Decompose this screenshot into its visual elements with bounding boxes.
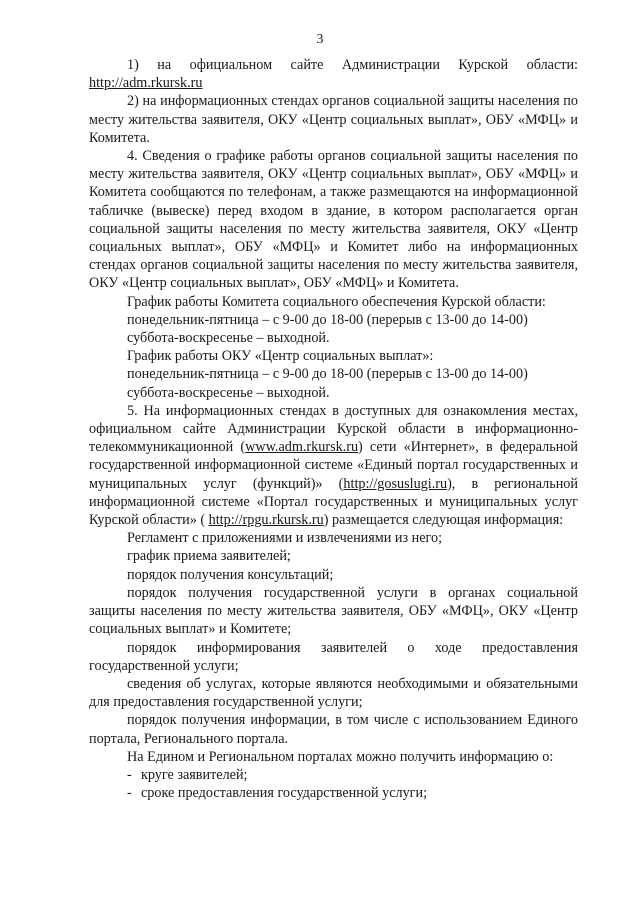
document-body [89, 56, 578, 802]
paragraph [89, 311, 578, 329]
paragraph-text: На Едином и Региональном порталах можно получить информацию о: [127, 748, 554, 765]
paragraph [89, 748, 578, 766]
hyperlink[interactable]: http://gosuslugi.ru [343, 475, 448, 492]
paragraph [89, 347, 578, 365]
paragraph-text: График работы Комитета социального обеспечения Курской области: [127, 293, 546, 310]
paragraph-text: График работы ОКУ «Центр социальных выплат»: [127, 348, 434, 365]
page-number: 3 [316, 32, 324, 47]
paragraph-text: порядок получения информации, в том числе с использованием Единого портала, Регионального портала. [89, 712, 578, 747]
paragraph-text: понедельник-пятница – с 9-00 до 18-00 (перерыв с 13-00 до 14-00) [127, 366, 528, 383]
paragraph-text: Регламент с приложениями и извлечениями из него; [127, 530, 443, 547]
paragraph-text: круге заявителей; [141, 766, 248, 783]
paragraph-text: суббота-воскресенье – выходной. [127, 384, 330, 401]
list-item [89, 784, 578, 802]
paragraph [89, 384, 578, 402]
paragraph-text: порядок получения консультаций; [127, 566, 334, 583]
paragraph [89, 529, 578, 547]
paragraph [89, 329, 578, 347]
paragraph-text: порядок информирования заявителей о ходе предоставления государственной услуги; [89, 639, 578, 674]
paragraph-text: понедельник-пятница – с 9-00 до 18-00 (перерыв с 13-00 до 14-00) [127, 311, 528, 328]
paragraph-text: суббота-воскресенье – выходной. [127, 330, 330, 347]
paragraph-text: 1) на официальном сайте Администрации Курской области: [127, 57, 578, 73]
paragraph-text: график приема заявителей; [127, 548, 291, 565]
list-dash: - [127, 766, 132, 783]
paragraph [89, 675, 578, 711]
paragraph [89, 92, 578, 147]
paragraph-text: 2) на информационных стендах органов социальной защиты населения по месту жительства заявителя, ОКУ «Центр социальных выплат», ОБУ «МФЦ» и Комитета. [89, 93, 578, 146]
list-item [89, 766, 578, 784]
paragraph [89, 56, 578, 92]
paragraph [89, 584, 578, 639]
paragraph-text: сроке предоставления государственной услуги; [141, 785, 428, 802]
paragraph-text: сведения об услугах, которые являются необходимыми и обязательными для предоставления государственной услуги; [89, 675, 578, 711]
paragraph-text: ) размещается следующая информация: [323, 512, 564, 529]
hyperlink[interactable]: http://adm.rkursk.ru [89, 75, 203, 92]
paragraph [89, 711, 578, 747]
paragraph-text: 4. Сведения о графике работы органов социальной защиты населения по месту жительства заявителя, ОКУ «Центр социальных выплат», ОБУ «МФЦ» и Комитета сообщаются по телефонам, а также размещаются на информационной табличке (вывеске) перед входом в здание, в котором располагается орган социальной защиты населения по месту жительства заявителя, ОКУ «Центр социальных выплат», ОБУ «МФЦ» и Комитет либо на информационных стендах органов социальной защиты населения по месту жительства заявителя, ОКУ «Центр социальных выплат», ОБУ «МФЦ» и Комитета. [89, 148, 578, 292]
paragraph [89, 639, 578, 675]
paragraph [89, 547, 578, 565]
paragraph-text: ), в региональной информационной системе «Портал государственных и муниципальных услуг Курской области» ( [89, 475, 578, 529]
paragraph-text: ) сети «Интернет», в федеральной государственной информационной системе «Единый портал государственных и муниципальных услуг (функций)» ( [89, 439, 578, 492]
paragraph [89, 147, 578, 293]
list-dash: - [127, 785, 132, 802]
paragraph [89, 293, 578, 311]
paragraph [89, 402, 578, 529]
hyperlink[interactable]: http://rpgu.rkursk.ru [208, 512, 324, 529]
paragraph-text: порядок получения государственной услуги в органах социальной защиты населения по месту жительства заявителя, ОБУ «МФЦ», ОКУ «Центр социальных выплат» и Комитете; [89, 584, 578, 638]
paragraph [89, 365, 578, 383]
paragraph-text: 5. На информационных стендах в доступных для ознакомления местах, официальном сайте Администрации Курской области в информационно- телекоммуникационной ( [89, 402, 578, 456]
paragraph [89, 566, 578, 584]
hyperlink[interactable]: www.adm.rkursk.ru [245, 439, 359, 456]
